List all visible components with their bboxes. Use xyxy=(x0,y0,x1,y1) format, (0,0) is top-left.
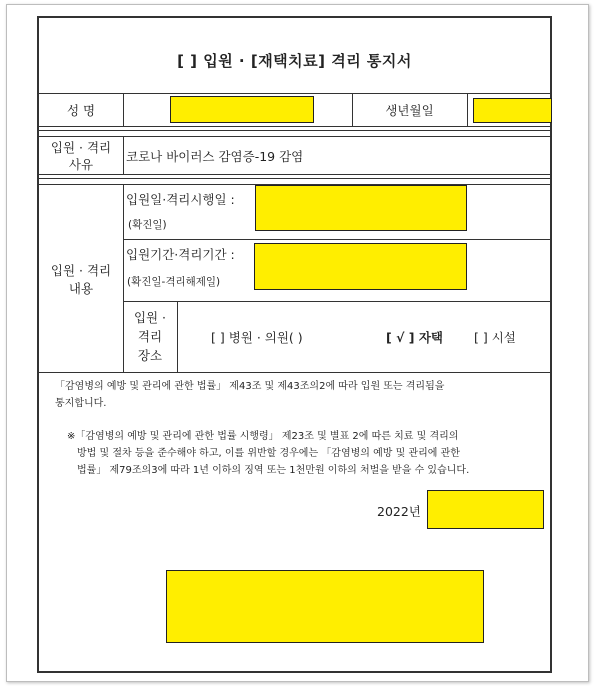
divider xyxy=(39,372,550,373)
document-frame xyxy=(6,4,589,682)
reason-label: 입원 · 격리 xyxy=(50,140,112,155)
divider xyxy=(39,130,550,131)
divider xyxy=(39,126,550,127)
redacted-birthdate xyxy=(473,98,552,123)
divider xyxy=(467,93,468,126)
content-label-2: 내용 xyxy=(68,281,94,296)
start-date-sub: (확진일) xyxy=(128,219,167,231)
redacted-issuer xyxy=(166,570,484,643)
name-label: 성 명 xyxy=(66,103,96,118)
place-label-3: 장소 xyxy=(137,348,163,363)
content-label: 입원 · 격리 xyxy=(50,263,112,278)
place-label-2: 격리 xyxy=(137,329,163,344)
divider xyxy=(123,301,550,302)
divider xyxy=(39,93,550,94)
period-label: 입원기간·격리기간 : xyxy=(126,247,235,262)
place-label: 입원 · xyxy=(133,310,167,325)
divider xyxy=(123,93,124,126)
document-title: [ ] 입원 · [재택치료] 격리 통지서 xyxy=(177,52,412,70)
issue-year: 2022년 xyxy=(377,504,421,519)
redacted-name xyxy=(170,96,314,123)
divider xyxy=(177,301,178,372)
option-home: [ √ ] 자택 xyxy=(386,330,443,345)
redacted-issue-date xyxy=(427,490,544,529)
notice-line-1: 「감염병의 예방 및 관리에 관한 법률」 제43조 및 제43조의2에 따라 입원 또는 격리됨을 xyxy=(55,381,445,392)
notice-document xyxy=(37,16,552,673)
reason-label-2: 사유 xyxy=(68,157,94,172)
divider xyxy=(39,178,550,179)
redacted-period xyxy=(254,243,467,290)
divider xyxy=(123,136,124,174)
divider xyxy=(39,174,550,175)
warning-line-1: ※「감염병의 예방 및 관리에 관한 법률 시행령」 제23조 및 별표 2에 따른 치료 및 격리의 xyxy=(67,431,459,442)
option-facility: [ ] 시설 xyxy=(474,330,516,345)
notice-line-2: 통지합니다. xyxy=(55,398,107,409)
birth-label: 생년월일 xyxy=(385,103,434,118)
option-hospital: [ ] 병원 · 의원( ) xyxy=(211,330,303,345)
warning-line-2: 방법 및 절차 등을 준수해야 하고, 이를 위반할 경우에는 「감염병의 예방 및 관리에 관한 xyxy=(77,448,460,459)
redacted-start-date xyxy=(255,185,467,231)
divider xyxy=(39,136,550,137)
reason-value: 코로나 바이러스 감염증-19 감염 xyxy=(126,149,304,164)
period-sub: (확진일-격리해제일) xyxy=(127,276,221,288)
warning-line-3: 법률」 제79조의3에 따라 1년 이하의 징역 또는 1천만원 이하의 처벌을 받을 수 있습니다. xyxy=(77,465,470,476)
divider xyxy=(123,239,550,240)
start-date-label: 입원일·격리시행일 : xyxy=(126,192,235,207)
